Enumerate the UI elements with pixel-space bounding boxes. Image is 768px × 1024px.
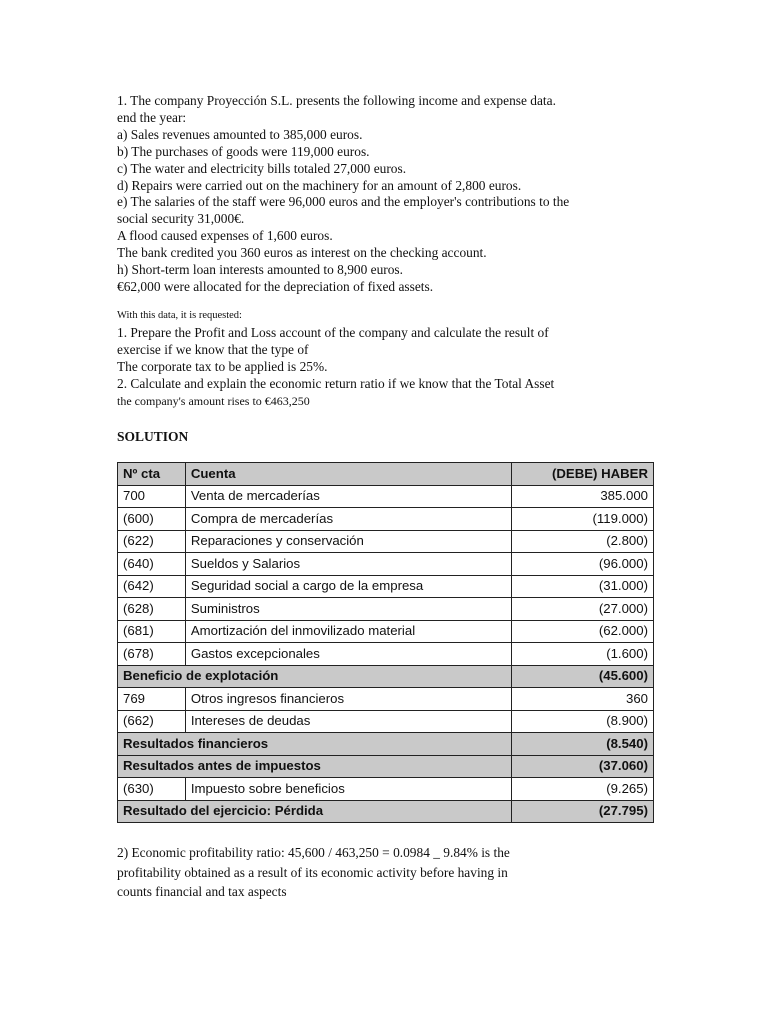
conclusion-line: profitability obtained as a result of its economic activity before having in (117, 864, 508, 880)
request-line: 1. Prepare the Profit and Loss account of the company and calculate the result of (117, 324, 549, 340)
subtotal-row (118, 733, 654, 756)
amount: (8.900) (512, 710, 654, 733)
request-line: 2. Calculate and explain the economic return ratio if we know that the Total Asset (117, 375, 555, 391)
account-number: (628) (118, 598, 186, 621)
amount: (31.000) (512, 575, 654, 598)
problem-lines (117, 93, 637, 296)
conclusion-lines (117, 843, 587, 902)
table-row (118, 485, 654, 508)
table-row (118, 575, 654, 598)
header-amount: (DEBE) HABER (512, 463, 654, 486)
account-number: (630) (118, 778, 186, 801)
conclusion (117, 843, 587, 902)
table-header-row (118, 463, 654, 486)
profit-loss-table (117, 462, 654, 823)
amount: 360 (512, 688, 654, 711)
problem-line: c) The water and electricity bills totaled 27,000 euros. (117, 160, 407, 176)
subtotal-label: Resultado del ejercicio: Pérdida (118, 800, 512, 823)
problem-statement (117, 93, 637, 409)
amount: (1.600) (512, 643, 654, 666)
solution-title: SOLUTION (117, 429, 189, 444)
amount: (37.060) (512, 755, 654, 778)
amount: (8.540) (512, 733, 654, 756)
table-row (118, 778, 654, 801)
account-number: (642) (118, 575, 186, 598)
account-name: Amortización del inmovilizado material (185, 620, 511, 643)
problem-line: The bank credited you 360 euros as interest on the checking account. (117, 245, 487, 261)
amount: (9.265) (512, 778, 654, 801)
account-name: Seguridad social a cargo de la empresa (185, 575, 511, 598)
account-name: Impuesto sobre beneficios (185, 778, 511, 801)
header-account-number: Nº cta (118, 463, 186, 486)
amount: (45.600) (512, 665, 654, 688)
problem-line: 1. The company Proyección S.L. presents the following income and expense data. (117, 93, 556, 108)
subtotal-label: Resultados financieros (118, 733, 512, 756)
subtotal-label: Beneficio de explotación (118, 665, 512, 688)
problem-line: €62,000 were allocated for the depreciation of fixed assets. (117, 278, 434, 294)
problem-line: social security 31,000€. (117, 211, 245, 227)
amount: (119.000) (512, 508, 654, 531)
table-body (118, 485, 654, 823)
table-row (118, 710, 654, 733)
request-lines (117, 325, 637, 393)
account-name: Reparaciones y conservación (185, 530, 511, 553)
amount: 385.000 (512, 485, 654, 508)
table-row (118, 688, 654, 711)
account-name: Suministros (185, 598, 511, 621)
table-row (118, 553, 654, 576)
amount: (62.000) (512, 620, 654, 643)
request-line: The corporate tax to be applied is 25%. (117, 358, 328, 374)
subtotal-row (118, 800, 654, 823)
account-number: 769 (118, 688, 186, 711)
account-name: Intereses de deudas (185, 710, 511, 733)
request-line-last: the company's amount rises to €463,250 (117, 393, 310, 408)
amount: (27.795) (512, 800, 654, 823)
request-line: exercise if we know that the type of (117, 341, 309, 357)
account-name: Venta de mercaderías (185, 485, 511, 508)
conclusion-line: 2) Economic profitability ratio: 45,600 / 463,250 = 0.0984 _ 9.84% is the (117, 845, 510, 860)
account-name: Gastos excepcionales (185, 643, 511, 666)
account-number: (678) (118, 643, 186, 666)
table-row (118, 620, 654, 643)
amount: (2.800) (512, 530, 654, 553)
header-account-name: Cuenta (185, 463, 511, 486)
account-number: (662) (118, 710, 186, 733)
conclusion-line: counts financial and tax aspects (117, 884, 287, 899)
table-row (118, 643, 654, 666)
account-name: Otros ingresos financieros (185, 688, 511, 711)
account-number: (640) (118, 553, 186, 576)
account-number: (681) (118, 620, 186, 643)
amount: (96.000) (512, 553, 654, 576)
requested-intro: With this data, it is requested: (117, 309, 242, 321)
account-number: 700 (118, 485, 186, 508)
requests (117, 325, 637, 410)
table-row (118, 530, 654, 553)
problem-line: d) Repairs were carried out on the machinery for an amount of 2,800 euros. (117, 177, 522, 193)
subtotal-row (118, 665, 654, 688)
subtotal-label: Resultados antes de impuestos (118, 755, 512, 778)
problem-line: A flood caused expenses of 1,600 euros. (117, 228, 333, 244)
amount: (27.000) (512, 598, 654, 621)
table-row (118, 508, 654, 531)
account-name: Compra de mercaderías (185, 508, 511, 531)
problem-line: b) The purchases of goods were 119,000 euros. (117, 143, 370, 159)
problem-line: a) Sales revenues amounted to 385,000 euros. (117, 126, 363, 142)
subtotal-row (118, 755, 654, 778)
account-name: Sueldos y Salarios (185, 553, 511, 576)
problem-line: end the year: (117, 109, 187, 125)
account-number: (622) (118, 530, 186, 553)
problem-line: e) The salaries of the staff were 96,000 euros and the employer's contributions to the (117, 194, 570, 210)
table-row (118, 598, 654, 621)
problem-line: h) Short-term loan interests amounted to 8,900 euros. (117, 262, 403, 278)
account-number: (600) (118, 508, 186, 531)
